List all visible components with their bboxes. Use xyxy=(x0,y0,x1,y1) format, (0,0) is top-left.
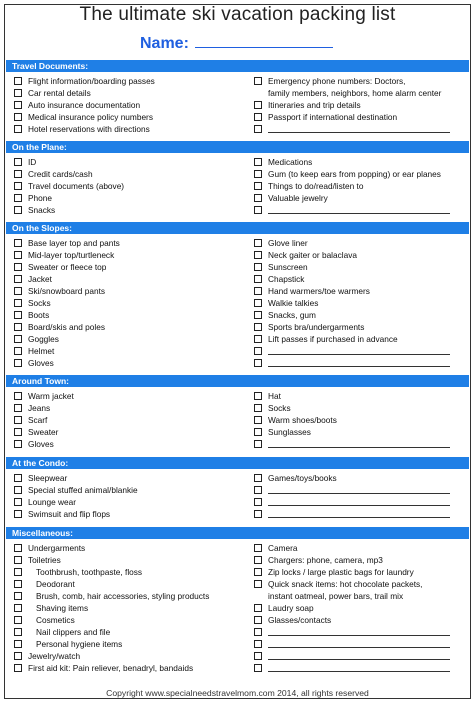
item-label: Boots xyxy=(28,310,50,320)
checkbox[interactable] xyxy=(254,182,262,190)
checkbox[interactable] xyxy=(254,616,262,624)
checkbox[interactable] xyxy=(254,416,262,424)
item-label: Sleepwear xyxy=(28,473,68,483)
section-header: At the Condo: xyxy=(6,457,469,469)
item-label: Car rental details xyxy=(28,88,91,98)
item-label: Deodorant xyxy=(36,579,75,589)
checklist-item xyxy=(14,426,74,438)
checklist-item xyxy=(254,273,450,285)
checkbox[interactable] xyxy=(254,170,262,178)
checkbox[interactable] xyxy=(14,416,22,424)
checklist-item xyxy=(14,390,74,402)
checkbox[interactable] xyxy=(14,604,22,612)
checkbox[interactable] xyxy=(14,428,22,436)
checklist-item xyxy=(14,273,120,285)
right-column xyxy=(254,237,450,369)
item-label: Credit cards/cash xyxy=(28,169,93,179)
checklist-item xyxy=(14,402,74,414)
checklist-item xyxy=(254,156,450,168)
checkbox[interactable] xyxy=(254,640,262,648)
checklist-item xyxy=(14,496,138,508)
item-label: Warm shoes/boots xyxy=(268,415,337,425)
checkbox[interactable] xyxy=(14,158,22,166)
checkbox[interactable] xyxy=(14,182,22,190)
checkbox[interactable] xyxy=(254,323,262,331)
checklist-item xyxy=(14,237,120,249)
item-label: Personal hygiene items xyxy=(36,639,123,649)
checkbox[interactable] xyxy=(254,251,262,259)
item-label: Hotel reservations with directions xyxy=(28,124,150,134)
checkbox[interactable] xyxy=(254,664,262,672)
item-label: Travel documents (above) xyxy=(28,181,125,191)
checkbox[interactable] xyxy=(254,510,262,518)
checklist-item xyxy=(14,321,120,333)
checklist-item xyxy=(254,123,450,135)
checkbox[interactable] xyxy=(14,498,22,506)
item-label: Toothbrush, toothpaste, floss xyxy=(36,567,143,577)
checklist-item xyxy=(254,638,450,650)
checkbox[interactable] xyxy=(254,335,262,343)
checkbox[interactable] xyxy=(14,194,22,202)
item-label: Snacks, gum xyxy=(268,310,316,320)
item-label: Gum (to keep ears from popping) or ear planes xyxy=(268,169,441,179)
item-label: Sunglasses xyxy=(268,427,311,437)
item-label: Sunscreen xyxy=(268,262,308,272)
checkbox[interactable] xyxy=(14,287,22,295)
checklist-item xyxy=(254,180,450,192)
checkbox[interactable] xyxy=(14,347,22,355)
blank-line[interactable] xyxy=(268,126,450,133)
checklist-item xyxy=(254,662,450,674)
name-field[interactable] xyxy=(195,33,333,48)
checkbox[interactable] xyxy=(14,77,22,85)
checklist-item xyxy=(254,650,450,662)
item-label: Ski/snowboard pants xyxy=(28,286,106,296)
checkbox[interactable] xyxy=(14,568,22,576)
checkbox[interactable] xyxy=(254,440,262,448)
checkbox[interactable] xyxy=(14,125,22,133)
section-header: On the Plane: xyxy=(6,141,469,153)
checkbox[interactable] xyxy=(254,652,262,660)
item-label: Goggles xyxy=(28,334,59,344)
checkbox[interactable] xyxy=(254,263,262,271)
checkbox[interactable] xyxy=(14,664,22,672)
blank-line[interactable] xyxy=(268,348,450,355)
checklist-item xyxy=(254,566,450,578)
blank-line[interactable] xyxy=(268,653,450,660)
checklist-item xyxy=(14,590,209,602)
right-column xyxy=(254,156,450,216)
item-label: Glasses/contacts xyxy=(268,615,332,625)
checkbox[interactable] xyxy=(14,392,22,400)
checkbox[interactable] xyxy=(14,170,22,178)
checklist-item xyxy=(14,168,124,180)
left-column xyxy=(14,390,74,450)
checkbox[interactable] xyxy=(14,628,22,636)
checklist-item xyxy=(254,204,450,216)
checklist-item xyxy=(14,626,209,638)
item-label: Flight information/boarding passes xyxy=(28,76,155,86)
checkbox[interactable] xyxy=(14,652,22,660)
checklist-item xyxy=(14,357,120,369)
blank-line[interactable] xyxy=(268,499,450,506)
item-label: Games/toys/books xyxy=(268,473,337,483)
checklist-item xyxy=(254,602,450,614)
item-label: Glove liner xyxy=(268,238,308,248)
checkbox[interactable] xyxy=(254,194,262,202)
checklist-item xyxy=(14,99,155,111)
blank-line[interactable] xyxy=(268,360,450,367)
checkbox[interactable] xyxy=(14,335,22,343)
checklist-item xyxy=(254,508,450,520)
section-header: Miscellaneous: xyxy=(6,527,469,539)
item-label: Jacket xyxy=(28,274,52,284)
checklist-item xyxy=(14,123,155,135)
checklist-item xyxy=(254,390,450,402)
checklist-item xyxy=(254,168,450,180)
checkbox[interactable] xyxy=(254,404,262,412)
checkbox[interactable] xyxy=(14,359,22,367)
checklist-item xyxy=(254,357,450,369)
checklist-item xyxy=(14,414,74,426)
checklist-item xyxy=(254,438,450,450)
item-label: Jewelry/watch xyxy=(28,651,81,661)
blank-line[interactable] xyxy=(268,665,450,672)
item-label: Phone xyxy=(28,193,52,203)
section-header: Travel Documents: xyxy=(6,60,469,72)
checkbox[interactable] xyxy=(14,580,22,588)
item-label: Board/skis and poles xyxy=(28,322,106,332)
blank-line[interactable] xyxy=(268,441,450,448)
checklist-item xyxy=(14,638,209,650)
item-label: Socks xyxy=(268,403,291,413)
right-column xyxy=(254,390,450,450)
checklist-item xyxy=(254,192,450,204)
item-label: Sweater xyxy=(28,427,59,437)
checkbox[interactable] xyxy=(14,640,22,648)
checklist-item xyxy=(254,496,450,508)
item-label: ID xyxy=(28,157,37,167)
checklist-item xyxy=(14,438,74,450)
checklist-item xyxy=(254,285,450,297)
checklist-item xyxy=(14,249,120,261)
checkbox[interactable] xyxy=(254,544,262,552)
blank-line[interactable] xyxy=(268,207,450,214)
checkbox[interactable] xyxy=(254,486,262,494)
checklist-item xyxy=(14,75,155,87)
checklist-item xyxy=(254,87,450,99)
checkbox[interactable] xyxy=(14,101,22,109)
checkbox[interactable] xyxy=(14,311,22,319)
checkbox[interactable] xyxy=(254,498,262,506)
checklist-item xyxy=(254,402,450,414)
item-label: Walkie talkies xyxy=(268,298,319,308)
checklist-item xyxy=(14,484,138,496)
checkbox[interactable] xyxy=(14,113,22,121)
checkbox[interactable] xyxy=(254,287,262,295)
checklist-item xyxy=(14,578,209,590)
checklist-item xyxy=(254,578,450,590)
checkbox[interactable] xyxy=(254,628,262,636)
item-label: Mid-layer top/turtleneck xyxy=(28,250,115,260)
item-label: Gloves xyxy=(28,358,54,368)
item-label: Hat xyxy=(268,391,281,401)
checklist-item xyxy=(14,261,120,273)
checklist-item xyxy=(254,75,450,87)
checkbox[interactable] xyxy=(14,275,22,283)
checklist-item xyxy=(14,602,209,614)
blank-line[interactable] xyxy=(268,629,450,636)
checkbox[interactable] xyxy=(14,440,22,448)
checklist-item xyxy=(14,554,209,566)
checkbox[interactable] xyxy=(14,251,22,259)
checklist-item xyxy=(14,566,209,578)
item-label: Special stuffed animal/blankie xyxy=(28,485,138,495)
checklist-item xyxy=(14,192,124,204)
item-label: instant oatmeal, power bars, trail mix xyxy=(268,591,404,601)
item-label: Sweater or fleece top xyxy=(28,262,107,272)
item-label: Warm jacket xyxy=(28,391,74,401)
checklist-item xyxy=(254,614,450,626)
item-label: Laudry soap xyxy=(268,603,314,613)
item-label: Camera xyxy=(268,543,298,553)
checklist-item xyxy=(254,309,450,321)
item-label: Toiletries xyxy=(28,555,61,565)
checkbox[interactable] xyxy=(254,311,262,319)
item-label: Nail clippers and file xyxy=(36,627,111,637)
checklist-item xyxy=(254,237,450,249)
item-label: First aid kit: Pain reliever, benadryl, bandaids xyxy=(28,663,194,673)
checklist-item xyxy=(14,472,138,484)
section-header: Around Town: xyxy=(6,375,469,387)
item-label: Jeans xyxy=(28,403,51,413)
checklist-item xyxy=(254,321,450,333)
checkbox[interactable] xyxy=(14,239,22,247)
checklist-item xyxy=(14,111,155,123)
checkbox[interactable] xyxy=(14,323,22,331)
blank-line[interactable] xyxy=(268,641,450,648)
item-label: Helmet xyxy=(28,346,55,356)
checkbox[interactable] xyxy=(14,89,22,97)
checklist-item xyxy=(254,345,450,357)
checklist-item xyxy=(14,662,209,674)
item-label: Things to do/read/listen to xyxy=(268,181,364,191)
item-label: Hand warmers/toe warmers xyxy=(268,286,370,296)
checkbox[interactable] xyxy=(14,544,22,552)
item-label: Auto insurance documentation xyxy=(28,100,141,110)
checklist-item xyxy=(14,345,120,357)
checkbox[interactable] xyxy=(14,206,22,214)
checkbox[interactable] xyxy=(254,347,262,355)
item-label: Neck gaiter or balaclava xyxy=(268,250,358,260)
right-column xyxy=(254,472,450,520)
checklist-item xyxy=(14,650,209,662)
checklist-item xyxy=(254,426,450,438)
checklist-item xyxy=(254,472,450,484)
left-column xyxy=(14,542,209,674)
checkbox[interactable] xyxy=(254,239,262,247)
checklist-item xyxy=(14,542,209,554)
checklist-item xyxy=(254,99,450,111)
checklist-item xyxy=(254,249,450,261)
checklist-item xyxy=(14,508,138,520)
checkbox[interactable] xyxy=(14,592,22,600)
item-label: Lounge wear xyxy=(28,497,76,507)
item-label: family members, neighbors, home alarm center xyxy=(268,88,442,98)
checklist-item xyxy=(254,111,450,123)
item-label: Valuable jewelry xyxy=(268,193,328,203)
checklist-item xyxy=(14,87,155,99)
checkbox[interactable] xyxy=(14,474,22,482)
checklist-item xyxy=(254,484,450,496)
checkbox[interactable] xyxy=(254,77,262,85)
checklist-item xyxy=(14,614,209,626)
item-label: Gloves xyxy=(28,439,54,449)
checkbox[interactable] xyxy=(254,604,262,612)
page-title: The ultimate ski vacation packing list xyxy=(79,4,396,25)
checklist-item xyxy=(14,309,120,321)
item-label: Undergarments xyxy=(28,543,86,553)
checkbox[interactable] xyxy=(254,299,262,307)
section-header: On the Slopes: xyxy=(6,222,469,234)
checkbox[interactable] xyxy=(254,580,262,588)
item-label: Lift passes if purchased in advance xyxy=(268,334,398,344)
checklist-item xyxy=(254,297,450,309)
left-column xyxy=(14,237,120,369)
item-label: Brush, comb, hair accessories, styling products xyxy=(36,591,210,601)
checklist-item xyxy=(14,204,124,216)
checklist-item xyxy=(14,297,120,309)
checkbox[interactable] xyxy=(254,158,262,166)
item-label: Sports bra/undergarments xyxy=(268,322,365,332)
checkbox[interactable] xyxy=(14,486,22,494)
checklist-item xyxy=(14,180,124,192)
item-label: Passport if international destination xyxy=(268,112,398,122)
checkbox[interactable] xyxy=(254,113,262,121)
checklist-item xyxy=(14,333,120,345)
item-label: Medical insurance policy numbers xyxy=(28,112,153,122)
blank-line[interactable] xyxy=(268,511,450,518)
checklist-item xyxy=(254,333,450,345)
checklist-item xyxy=(254,590,450,602)
item-label: Cosmetics xyxy=(36,615,75,625)
checkbox[interactable] xyxy=(254,206,262,214)
item-label: Emergency phone numbers: Doctors, xyxy=(268,76,406,86)
checklist-item xyxy=(254,626,450,638)
checkbox[interactable] xyxy=(14,299,22,307)
item-label: Itineraries and trip details xyxy=(268,100,361,110)
left-column xyxy=(14,472,138,520)
item-label: Zip locks / large plastic bags for laundry xyxy=(268,567,414,577)
checklist-item xyxy=(254,414,450,426)
checkbox[interactable] xyxy=(254,101,262,109)
checkbox[interactable] xyxy=(254,568,262,576)
checkbox[interactable] xyxy=(14,263,22,271)
item-label: Quick snack items: hot chocolate packets, xyxy=(268,579,423,589)
checkbox[interactable] xyxy=(14,404,22,412)
checkbox[interactable] xyxy=(14,556,22,564)
blank-line[interactable] xyxy=(268,487,450,494)
checkbox[interactable] xyxy=(254,556,262,564)
checklist-item xyxy=(254,542,450,554)
item-label: Chargers: phone, camera, mp3 xyxy=(268,555,383,565)
checkbox[interactable] xyxy=(14,510,22,518)
left-column xyxy=(14,156,124,216)
item-label: Base layer top and pants xyxy=(28,238,120,248)
item-label: Medications xyxy=(268,157,313,167)
checkbox[interactable] xyxy=(14,616,22,624)
checkbox[interactable] xyxy=(254,125,262,133)
checkbox[interactable] xyxy=(254,474,262,482)
item-label: Shaving items xyxy=(36,603,89,613)
footer-copyright: Copyright www.specialneedstravelmom.com 2014, all rights reserved xyxy=(106,688,369,698)
checklist-item xyxy=(14,156,124,168)
item-label: Scarf xyxy=(28,415,48,425)
right-column xyxy=(254,75,450,135)
name-row xyxy=(140,33,333,53)
checklist-item xyxy=(14,285,120,297)
checklist-item xyxy=(254,261,450,273)
checkbox[interactable] xyxy=(254,392,262,400)
right-column xyxy=(254,542,450,674)
item-label: Snacks xyxy=(28,205,56,215)
checkbox[interactable] xyxy=(254,428,262,436)
item-label: Socks xyxy=(28,298,51,308)
checkbox[interactable] xyxy=(254,359,262,367)
item-label: Chapstick xyxy=(268,274,305,284)
item-label: Swimsuit and flip flops xyxy=(28,509,111,519)
checkbox[interactable] xyxy=(254,275,262,283)
name-label: Name: xyxy=(140,35,189,52)
left-column xyxy=(14,75,155,135)
checklist-item xyxy=(254,554,450,566)
